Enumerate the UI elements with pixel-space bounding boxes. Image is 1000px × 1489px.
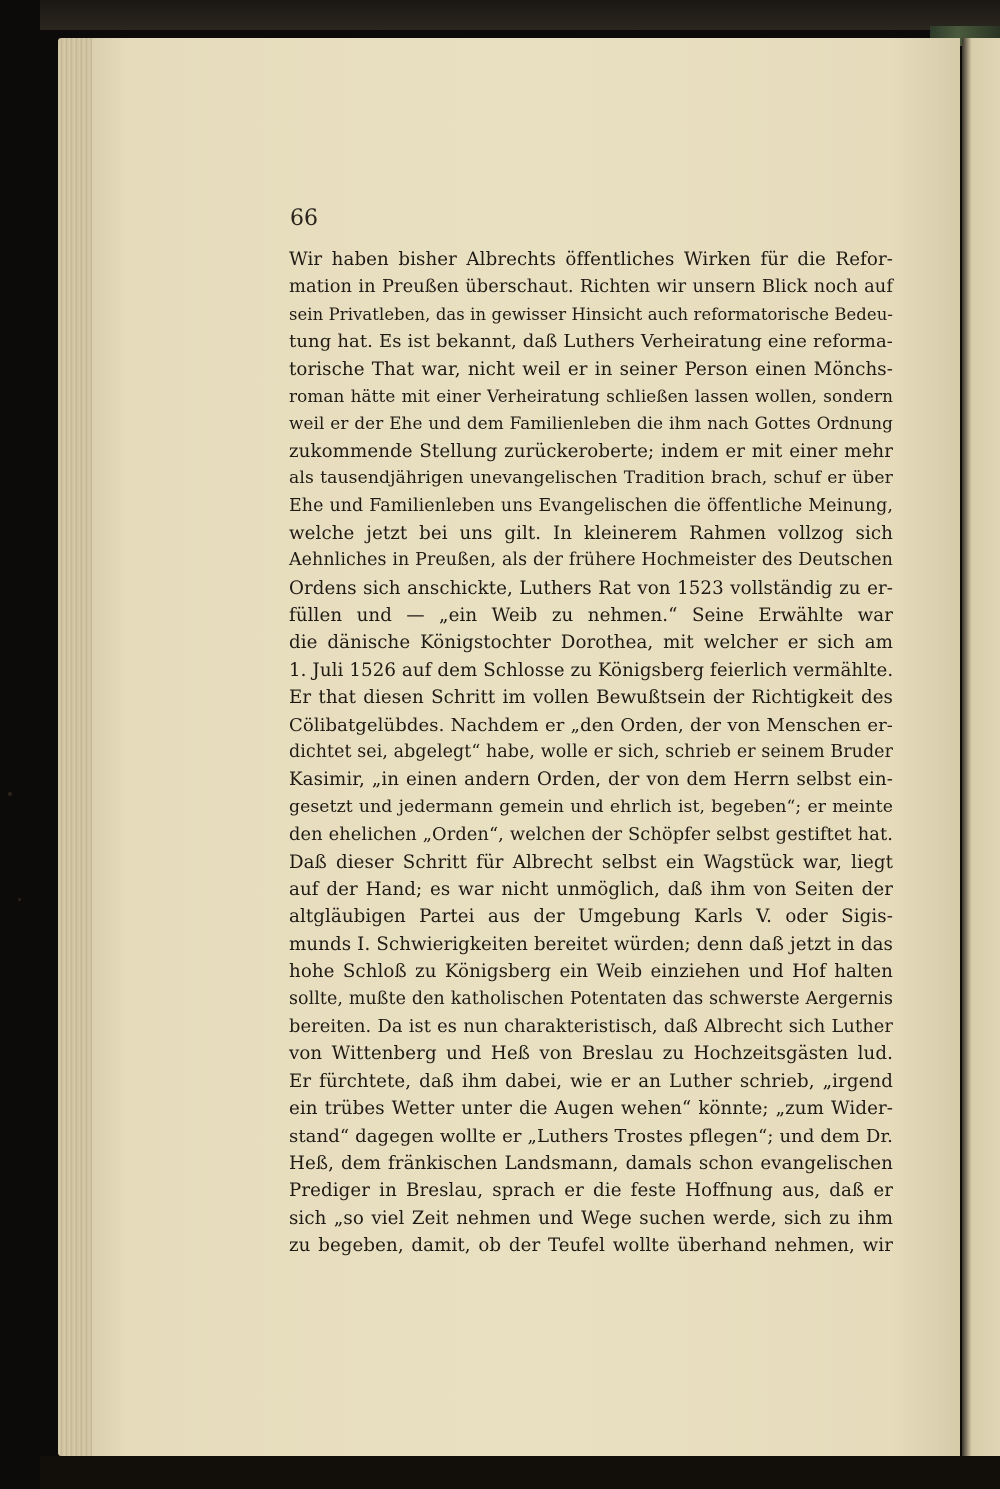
- text-line: Heß, dem fränkischen Landsmann, damals schon evangelischen: [289, 1152, 893, 1174]
- text-line: Ehe und Familienleben uns Evangelischen die öffentliche Meinung,: [289, 495, 893, 516]
- body-text: [289, 246, 893, 1259]
- text-line: tung hat. Es ist bekannt, daß Luthers Verheiratung eine reforma-: [289, 331, 893, 353]
- dust-speck: [18, 898, 21, 901]
- text-line: 1. Juli 1526 auf dem Schlosse zu Königsberg feierlich vermählte.: [289, 659, 894, 681]
- text-line: Kasimir, „in einen andern Orden, der von dem Herrn selbst ein-: [289, 769, 893, 791]
- text-line: Er fürchtete, daß ihm dabei, wie er an Luther schrieb, „irgend: [289, 1070, 893, 1092]
- text-line: hohe Schloß zu Königsberg ein Weib einziehen und Hof halten: [289, 961, 893, 983]
- text-line: altgläubigen Partei aus der Umgebung Karls V. oder Sigis-: [289, 906, 893, 928]
- text-line: füllen und — „ein Weib zu nehmen.“ Seine Erwählte war: [289, 605, 893, 627]
- text-line: den ehelichen „Orden“, welchen der Schöpfer selbst gestiftet hat.: [289, 824, 893, 846]
- page-number: 66: [290, 206, 318, 231]
- facing-page-edge: [962, 38, 1000, 1456]
- text-line: von Wittenberg und Heß von Breslau zu Hochzeitsgästen lud.: [289, 1043, 893, 1065]
- text-line: torische That war, nicht weil er in seiner Person einen Mönchs-: [289, 358, 893, 380]
- text-line: Wir haben bisher Albrechts öffentliches Wirken für die Refor-: [289, 249, 893, 270]
- text-line: Prediger in Breslau, sprach er die feste Hoffnung aus, daß er: [289, 1180, 893, 1202]
- text-line: dichtet sei, abgelegt“ habe, wolle er sich, schrieb er seinem Bruder: [289, 742, 893, 763]
- text-line: sollte, mußte den katholischen Potentaten das schwerste Aergernis: [289, 988, 893, 1009]
- text-line: gesetzt und jedermann gemein und ehrlich ist, begeben“; er meinte: [289, 796, 893, 817]
- text-line: die dänische Königstochter Dorothea, mit welcher er sich am: [289, 632, 893, 654]
- text-line: ein trübes Wetter unter die Augen wehen“ könnte; „zum Wider-: [289, 1098, 893, 1120]
- text-line: Cölibatgelübdes. Nachdem er „den Orden, der von Menschen er-: [289, 714, 893, 736]
- text-line: welche jetzt bei uns gilt. In kleinerem Rahmen vollzog sich: [289, 522, 893, 544]
- text-line: stand“ dagegen wollte er „Luthers Trostes pflegen“; und dem Dr.: [289, 1125, 893, 1147]
- text-line: zu begeben, damit, ob der Teufel wollte überhand nehmen, wir: [289, 1235, 893, 1257]
- text-line: roman hätte mit einer Verheiratung schließen lassen wollen, sondern: [289, 385, 893, 406]
- text-line: munds I. Schwierigkeiten bereitet würden; denn daß jetzt in das: [289, 933, 893, 955]
- book-cover-top: [40, 0, 1000, 30]
- text-line: Daß dieser Schritt für Albrecht selbst ein Wagstück war, liegt: [289, 851, 893, 873]
- text-line: weil er der Ehe und dem Familienleben die ihm nach Gottes Ordnung: [289, 413, 893, 434]
- text-line: sich „so viel Zeit nehmen und Wege suchen werde, sich zu ihm: [289, 1207, 893, 1229]
- text-line: sein Privatleben, das in gewisser Hinsicht auch reformatorische Bedeu-: [289, 304, 893, 324]
- text-line: mation in Preußen überschaut. Richten wir unsern Blick noch auf: [289, 276, 893, 298]
- book-cover-bottom: [40, 1456, 1000, 1489]
- text-line: Er that diesen Schritt im vollen Bewußtsein der Richtigkeit des: [289, 687, 893, 709]
- text-line: Aehnliches in Preußen, als der frühere Hochmeister des Deutschen: [289, 550, 893, 571]
- text-line: Ordens sich anschickte, Luthers Rat von 1523 vollständig zu er-: [289, 577, 893, 599]
- text-line: auf der Hand; es war nicht unmöglich, daß ihm von Seiten der: [289, 878, 893, 900]
- text-line: als tausendjährigen unevangelischen Tradition brach, schuf er über: [289, 468, 893, 489]
- dust-speck: [8, 792, 12, 796]
- text-line: zukommende Stellung zurückeroberte; indem er mit einer mehr: [289, 440, 893, 462]
- text-line: bereiten. Da ist es nun charakteristisch, daß Albrecht sich Luther: [289, 1015, 893, 1037]
